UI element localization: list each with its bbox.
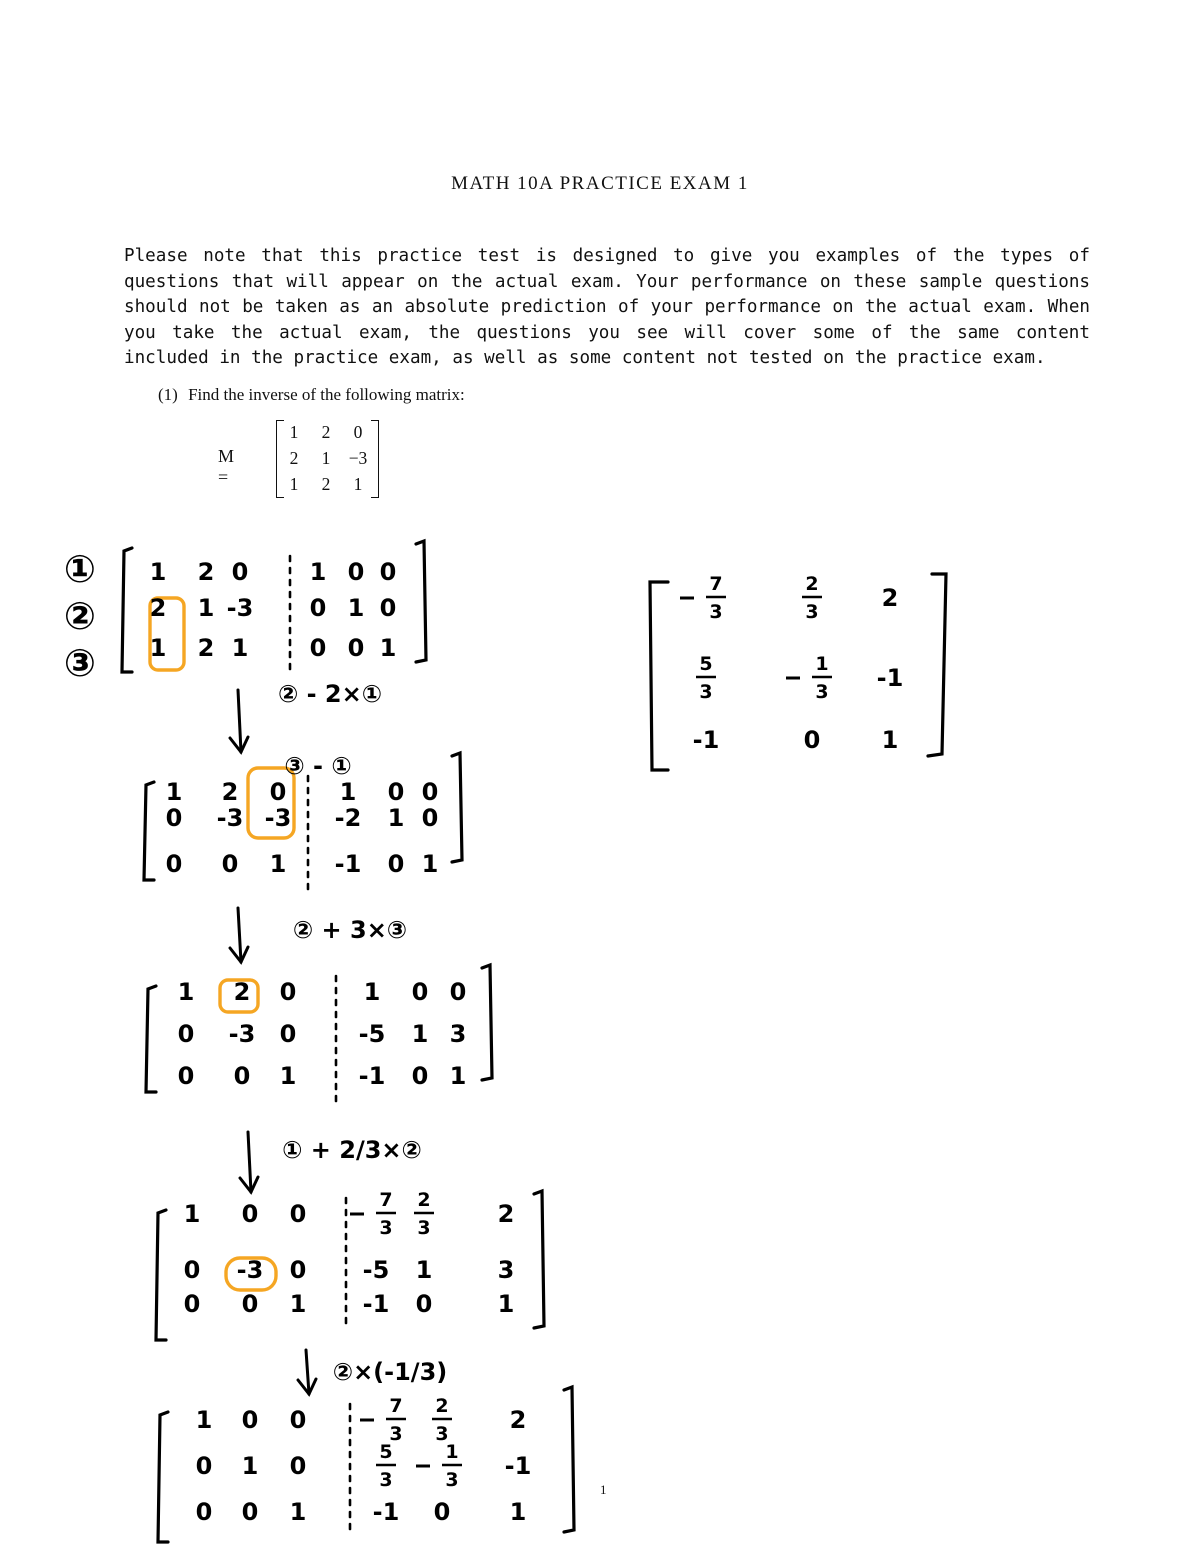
step-1-left-entry: 2 bbox=[197, 634, 215, 662]
bracket-right bbox=[452, 753, 462, 862]
svg-text:1: 1 bbox=[445, 1441, 459, 1463]
answer-entry: 0 bbox=[803, 726, 821, 754]
answer-entry bbox=[802, 573, 822, 623]
step-4-left-entry: 0 bbox=[289, 1256, 307, 1284]
svg-text:2: 2 bbox=[805, 573, 819, 595]
step-1-left-entry: 0 bbox=[231, 558, 249, 586]
step-2-left-entry: -3 bbox=[216, 804, 244, 832]
step-3-left-entry: 0 bbox=[177, 1062, 195, 1090]
step-1-right-entry: 0 bbox=[309, 594, 327, 622]
svg-text:3: 3 bbox=[709, 601, 723, 623]
arrow-shaft bbox=[306, 1350, 309, 1394]
answer-entry: -1 bbox=[876, 664, 904, 692]
step-5-right-entry: -1 bbox=[372, 1498, 400, 1526]
step-1-left-entry: 1 bbox=[231, 634, 249, 662]
matrix-cell: 1 bbox=[289, 474, 299, 494]
step-2-right-entry: -2 bbox=[334, 804, 362, 832]
matrix-cell: −3 bbox=[348, 448, 368, 468]
svg-text:3: 3 bbox=[815, 681, 829, 703]
step-4-left-entry: 0 bbox=[183, 1256, 201, 1284]
answer-entry bbox=[786, 653, 832, 703]
step-2-left-entry: 2 bbox=[221, 778, 239, 806]
step-4-right-entry: 2 bbox=[497, 1200, 515, 1228]
step-5-left-entry: 1 bbox=[241, 1452, 259, 1480]
step-1-left-entry: 2 bbox=[197, 558, 215, 586]
step-5-right-entry: 2 bbox=[509, 1406, 527, 1434]
step-2-left-entry: -3 bbox=[264, 804, 292, 832]
step-4-right-entry: 0 bbox=[415, 1290, 433, 1318]
matrix-cell: 1 bbox=[353, 474, 363, 494]
step-1-right-entry: 0 bbox=[347, 558, 365, 586]
step-4-right-entry: 1 bbox=[415, 1256, 433, 1284]
svg-text:7: 7 bbox=[709, 573, 723, 595]
page-number: 1 bbox=[600, 1482, 607, 1497]
step-3-left-entry: -3 bbox=[228, 1020, 256, 1048]
answer-entry bbox=[680, 573, 726, 623]
answer-bracket-left bbox=[650, 582, 668, 770]
step-5-left-entry: 0 bbox=[289, 1406, 307, 1434]
step-4-left-entry: 1 bbox=[183, 1200, 201, 1228]
step-5-left-entry: 1 bbox=[289, 1498, 307, 1526]
svg-text:7: 7 bbox=[389, 1395, 403, 1417]
row-operation: ② + 3×③ bbox=[292, 916, 408, 944]
step-3-left-entry: 0 bbox=[233, 1062, 251, 1090]
question-number: (1) bbox=[158, 385, 178, 404]
step-5-right-entry bbox=[432, 1395, 452, 1445]
step-1-right-entry: 0 bbox=[309, 634, 327, 662]
svg-text:3: 3 bbox=[805, 601, 819, 623]
row-marker-2: ② bbox=[63, 594, 97, 638]
step-4-right-entry bbox=[350, 1189, 396, 1239]
step-4-left-entry: 1 bbox=[289, 1290, 307, 1318]
step-5-right-entry: -1 bbox=[504, 1452, 532, 1480]
step-2-left-entry: 0 bbox=[221, 850, 239, 878]
step-3-left-entry: 1 bbox=[279, 1062, 297, 1090]
step-5-left-entry: 0 bbox=[195, 1452, 213, 1480]
svg-text:3: 3 bbox=[417, 1217, 431, 1239]
svg-text:3: 3 bbox=[445, 1469, 459, 1491]
answer-entry bbox=[696, 653, 716, 703]
step-2-left-entry: 0 bbox=[165, 850, 183, 878]
bracket-left bbox=[122, 548, 132, 672]
step-3-left-entry: 0 bbox=[177, 1020, 195, 1048]
step-3-right-entry: 0 bbox=[411, 978, 429, 1006]
step-5-left-entry: 0 bbox=[289, 1452, 307, 1480]
svg-text:3: 3 bbox=[379, 1469, 393, 1491]
answer-entry: -1 bbox=[692, 726, 720, 754]
step-4-left-entry: 0 bbox=[289, 1200, 307, 1228]
step-4-right-entry: 3 bbox=[497, 1256, 515, 1284]
bracket-right bbox=[534, 1191, 544, 1328]
row-operation: ② - 2×① bbox=[277, 680, 383, 708]
svg-text:1: 1 bbox=[815, 653, 829, 675]
step-4-left-entry: 0 bbox=[241, 1200, 259, 1228]
step-3-right-entry: 1 bbox=[449, 1062, 467, 1090]
step-2-right-entry: 1 bbox=[421, 850, 439, 878]
bracket-right bbox=[564, 1387, 574, 1532]
step-2-right-entry: -1 bbox=[334, 850, 362, 878]
bracket-left bbox=[146, 986, 156, 1092]
matrix-cell: 1 bbox=[321, 448, 331, 468]
svg-text:2: 2 bbox=[417, 1189, 431, 1211]
step-4-right-entry bbox=[414, 1189, 434, 1239]
step-3-right-entry: -5 bbox=[358, 1020, 386, 1048]
step-5-left-entry: 0 bbox=[195, 1498, 213, 1526]
step-2-left-entry: 1 bbox=[165, 778, 183, 806]
step-4-right-entry: 1 bbox=[497, 1290, 515, 1318]
step-2-left-entry: 0 bbox=[269, 778, 287, 806]
step-2-right-entry: 1 bbox=[339, 778, 357, 806]
step-2-right-entry: 0 bbox=[387, 778, 405, 806]
arrow-shaft bbox=[248, 1132, 251, 1192]
step-1-right-entry: 1 bbox=[309, 558, 327, 586]
step-1-right-entry: 0 bbox=[347, 634, 365, 662]
svg-text:3: 3 bbox=[379, 1217, 393, 1239]
step-1-left-entry: 1 bbox=[149, 558, 167, 586]
arrow-shaft bbox=[238, 690, 241, 752]
step-3-right-entry: 3 bbox=[449, 1020, 467, 1048]
step-2-right-entry: 0 bbox=[421, 778, 439, 806]
step-4-left-entry: -3 bbox=[236, 1256, 264, 1284]
step-3-right-entry: -1 bbox=[358, 1062, 386, 1090]
row-marker-1: ① bbox=[63, 547, 97, 591]
step-3-left-entry: 0 bbox=[279, 1020, 297, 1048]
matrix-cell: 0 bbox=[353, 422, 363, 442]
step-1-right-entry: 0 bbox=[379, 594, 397, 622]
step-3-right-entry: 0 bbox=[449, 978, 467, 1006]
step-1-left-entry: -3 bbox=[226, 594, 254, 622]
step-3-left-entry: 0 bbox=[279, 978, 297, 1006]
answer-entry: 2 bbox=[881, 584, 899, 612]
matrix-cell: 2 bbox=[321, 474, 331, 494]
step-5-right-entry bbox=[416, 1441, 462, 1491]
intro-paragraph: Please note that this practice test is designed to give you examples of the types of questions that will appear on the actual exam. Your performance on these sample questions should not be taken as an absolute prediction of your performance on the actual exam. When you take the actual exam, the questions you see will cover some of the same content included in the practice exam, as well as some content not tested on the practice exam. bbox=[124, 246, 1090, 368]
step-3-right-entry: 0 bbox=[411, 1062, 429, 1090]
step-5-left-entry: 1 bbox=[195, 1406, 213, 1434]
row-operation: ① + 2/3×② bbox=[282, 1136, 422, 1164]
step-5-right-entry: 0 bbox=[433, 1498, 451, 1526]
matrix-cell: 2 bbox=[321, 422, 331, 442]
bracket-left bbox=[156, 1210, 166, 1340]
svg-text:7: 7 bbox=[379, 1189, 393, 1211]
matrix-label: M = bbox=[218, 446, 235, 487]
step-1-left-entry: 1 bbox=[197, 594, 215, 622]
step-3-right-entry: 1 bbox=[363, 978, 381, 1006]
step-2-left-entry: 0 bbox=[165, 804, 183, 832]
svg-text:3: 3 bbox=[435, 1423, 449, 1445]
step-1-left-entry: 2 bbox=[149, 594, 167, 622]
step-4-left-entry: 0 bbox=[241, 1290, 259, 1318]
step-1-right-entry: 0 bbox=[379, 558, 397, 586]
answer-bracket-right bbox=[928, 574, 946, 756]
step-4-right-entry: -1 bbox=[362, 1290, 390, 1318]
step-3-left-entry: 1 bbox=[177, 978, 195, 1006]
step-1-right-entry: 1 bbox=[379, 634, 397, 662]
step-2-left-entry: 1 bbox=[269, 850, 287, 878]
svg-text:3: 3 bbox=[699, 681, 713, 703]
step-2-right-entry: 1 bbox=[387, 804, 405, 832]
answer-entry: 1 bbox=[881, 726, 899, 754]
matrix-cell: 2 bbox=[289, 448, 299, 468]
step-5-right-entry: 1 bbox=[509, 1498, 527, 1526]
question-text: Find the inverse of the following matrix: bbox=[188, 385, 465, 404]
svg-text:2: 2 bbox=[435, 1395, 449, 1417]
step-2-right-entry: 0 bbox=[421, 804, 439, 832]
row-operation: ③ - ① bbox=[284, 752, 352, 780]
svg-text:3: 3 bbox=[389, 1423, 403, 1445]
row-marker-3: ③ bbox=[63, 641, 97, 685]
row-operation: ②×(-1/3) bbox=[332, 1358, 448, 1386]
step-4-right-entry: -5 bbox=[362, 1256, 390, 1284]
step-5-left-entry: 0 bbox=[241, 1406, 259, 1434]
step-4-left-entry: 0 bbox=[183, 1290, 201, 1318]
exam-title: MATH 10A PRACTICE EXAM 1 bbox=[451, 173, 749, 194]
step-5-left-entry: 0 bbox=[241, 1498, 259, 1526]
svg-text:5: 5 bbox=[379, 1441, 393, 1463]
bracket-right bbox=[482, 965, 492, 1080]
step-3-right-entry: 1 bbox=[411, 1020, 429, 1048]
step-2-right-entry: 0 bbox=[387, 850, 405, 878]
bracket-left bbox=[158, 1412, 168, 1542]
step-5-right-entry bbox=[376, 1441, 396, 1491]
matrix-cell: 1 bbox=[289, 422, 299, 442]
step-5-right-entry bbox=[360, 1395, 406, 1445]
step-3-left-entry: 2 bbox=[233, 978, 251, 1006]
bracket-left bbox=[144, 782, 154, 880]
bracket-right bbox=[416, 541, 426, 662]
svg-text:5: 5 bbox=[699, 653, 713, 675]
step-1-left-entry: 1 bbox=[149, 634, 167, 662]
arrow-shaft bbox=[238, 908, 241, 962]
step-1-right-entry: 1 bbox=[347, 594, 365, 622]
